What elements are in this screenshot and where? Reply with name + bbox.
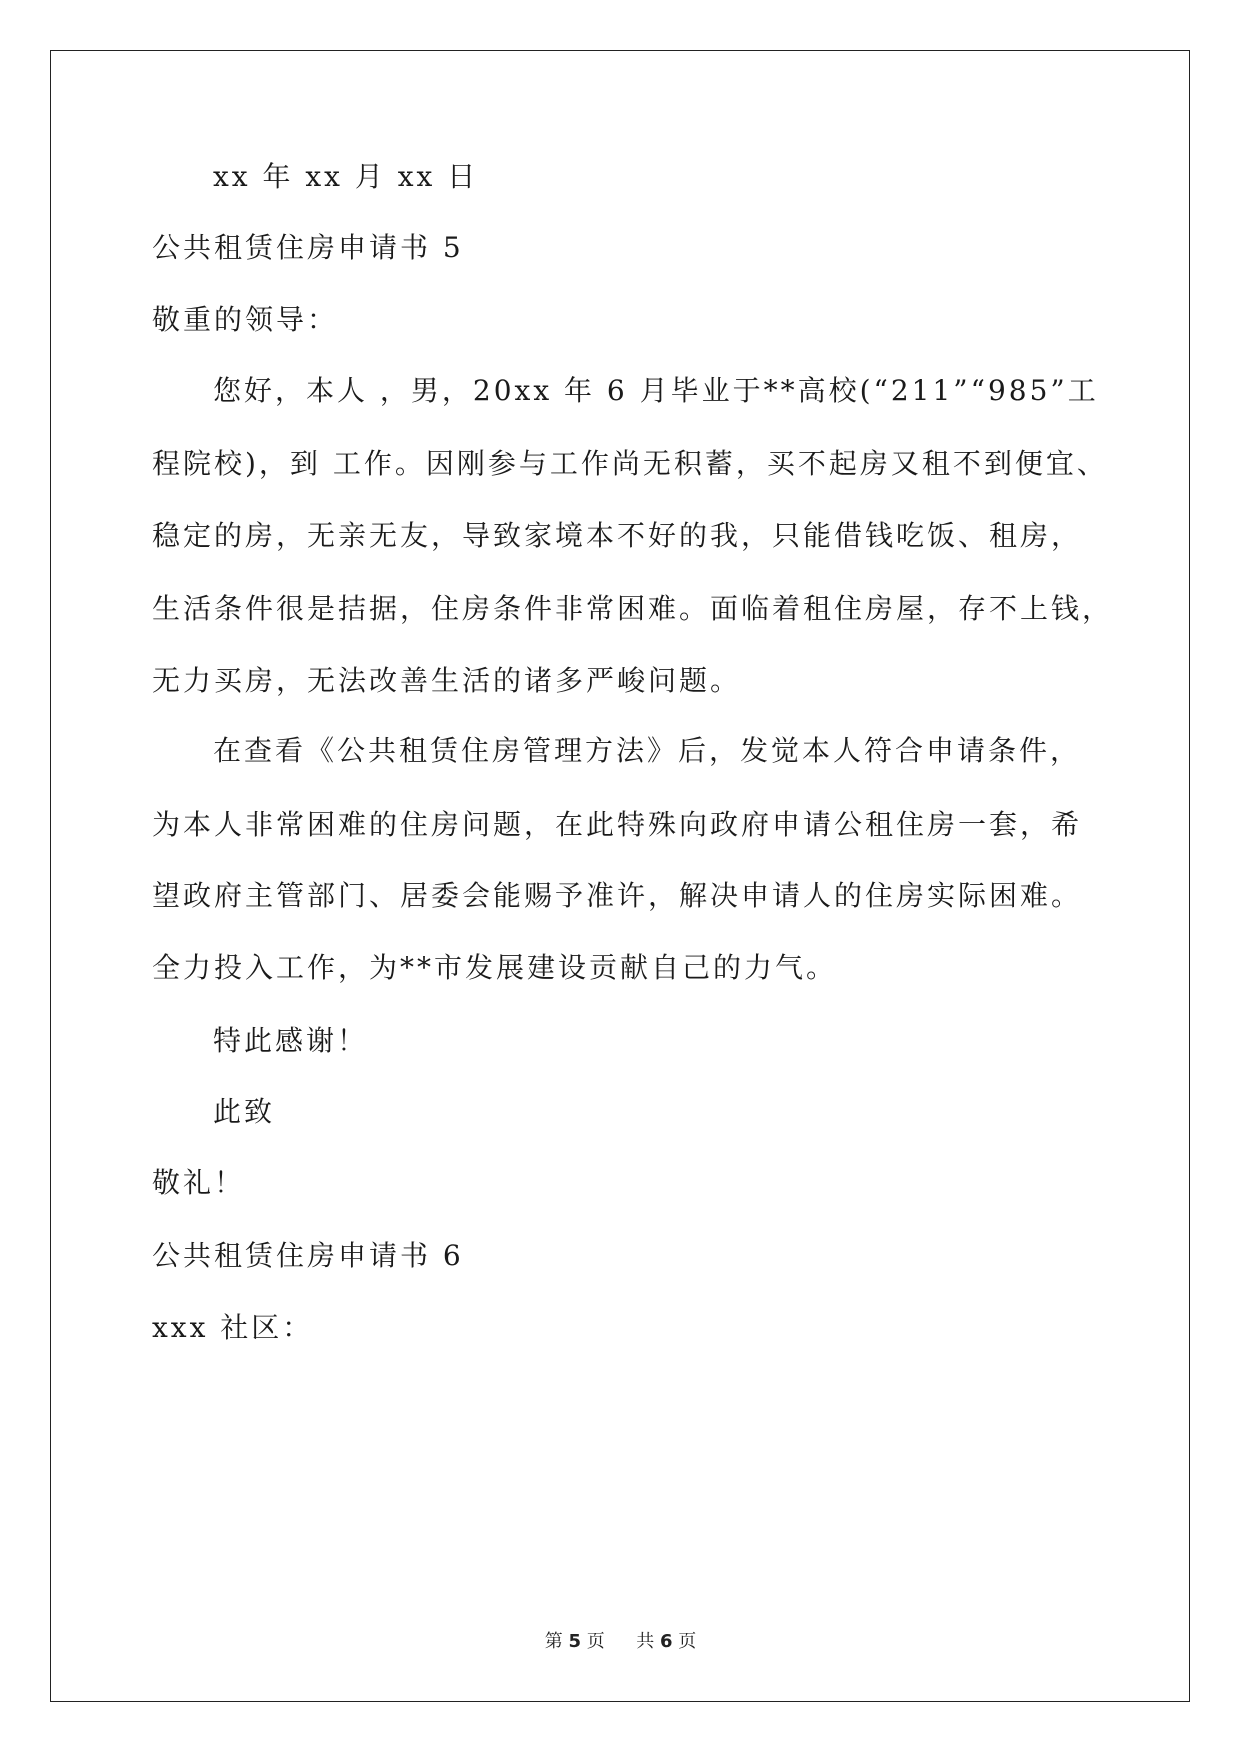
paragraph-1-line-5: 无力买房，无法改善生活的诸多严峻问题。 <box>152 664 742 697</box>
paragraph-1-line-2: 程院校)，到 工作。因刚参与工作尚无积蓄，买不起房又租不到便宜、 <box>152 447 1108 480</box>
thanks-line: 特此感谢！ <box>213 1024 369 1057</box>
salutation-leaders: 敬重的领导： <box>152 303 339 336</box>
closing-cizhi: 此致 <box>213 1095 276 1128</box>
footer-page-prefix: 第 <box>544 1631 563 1652</box>
paragraph-1-line-1: 您好，本人 ，男，20xx 年 6 月毕业于**高校(“211”“985”工 <box>213 374 1099 407</box>
paragraph-2-line-3: 望政府主管部门、居委会能赐予准许，解决申请人的住房实际困难。 <box>152 879 1083 912</box>
date-line: xx 年 xx 月 xx 日 <box>213 160 479 193</box>
paragraph-1-line-4: 生活条件很是拮据，住房条件非常困难。面临着租住房屋，存不上钱， <box>152 592 1114 625</box>
footer-page-suffix: 页 <box>586 1631 605 1652</box>
closing-jingli: 敬礼！ <box>152 1166 246 1199</box>
footer-page-current: 5 <box>568 1631 582 1652</box>
paragraph-2-line-2: 为本人非常困难的住房问题，在此特殊向政府申请公租住房一套，希 <box>152 808 1083 841</box>
section-title-5: 公共租赁住房申请书 5 <box>152 231 464 264</box>
footer-total-suffix: 页 <box>678 1631 697 1652</box>
page-footer <box>0 1630 1241 1654</box>
salutation-community: xxx 社区： <box>152 1311 314 1344</box>
footer-page-total: 6 <box>659 1631 673 1652</box>
footer-total-prefix: 共 <box>636 1631 655 1652</box>
paragraph-2-line-4: 全力投入工作，为**市发展建设贡献自己的力气。 <box>152 951 838 984</box>
paragraph-1-line-3: 稳定的房，无亲无友，导致家境本不好的我，只能借钱吃饭、租房， <box>152 519 1083 552</box>
paragraph-2-line-1: 在查看《公共租赁住房管理方法》后，发觉本人符合申请条件， <box>213 734 1082 767</box>
section-title-6: 公共租赁住房申请书 6 <box>152 1239 464 1272</box>
